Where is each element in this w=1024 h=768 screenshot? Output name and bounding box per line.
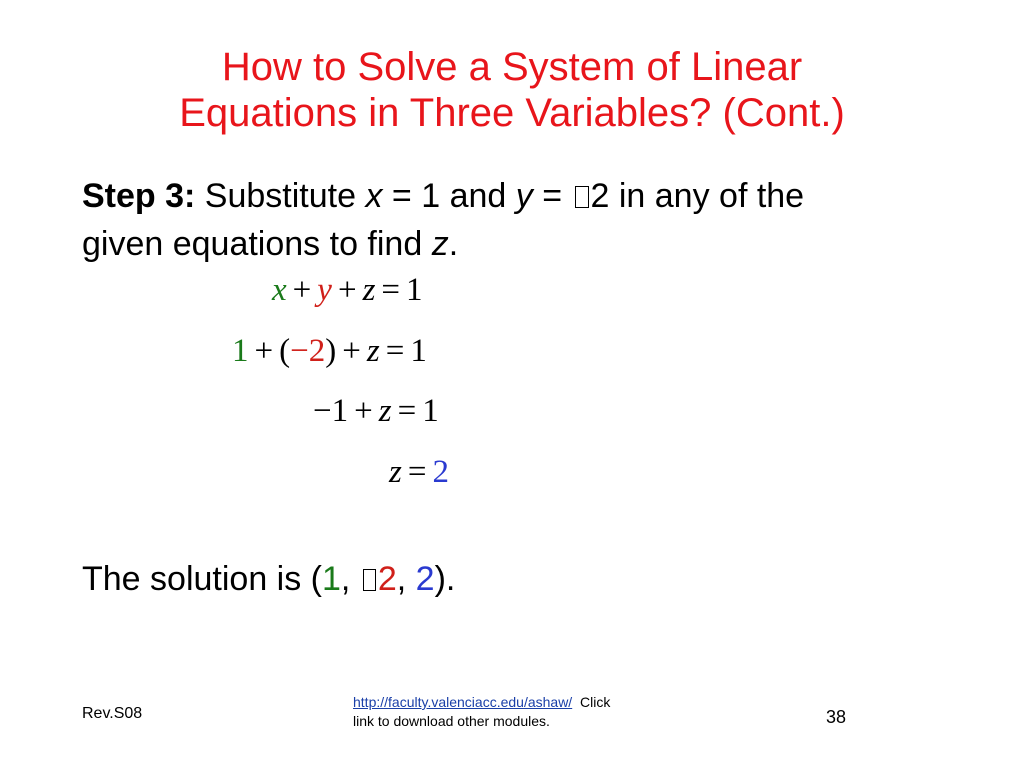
slide-title (112, 44, 912, 136)
solution-suffix: ). (434, 560, 456, 598)
eq4-rhs: 2 (432, 454, 449, 490)
eq1-plus-1: + (292, 272, 312, 308)
eq2-z: z (366, 333, 380, 369)
slide-title-line-1: How to Solve a System of Linear (221, 45, 803, 89)
footer-link-line-2: link to download other modules. (353, 713, 550, 729)
step-3-line-2 (82, 220, 962, 268)
step-text-substitute: Substitute (195, 177, 366, 215)
footer-link-note: Click (572, 694, 611, 710)
eq3-plus: + (354, 393, 373, 429)
eq4-equals: = (407, 454, 427, 490)
eq2-paren-open: ( (279, 333, 291, 369)
eq1-z: z (362, 272, 376, 308)
solution-separator-2: , (396, 560, 416, 598)
step-line2-prefix: given equations to find (82, 225, 432, 263)
step-text-equals: = (532, 177, 572, 215)
variable-y: y (515, 177, 533, 215)
variable-x: x (365, 177, 383, 215)
equation-4 (389, 454, 449, 491)
equation-1 (272, 272, 423, 309)
solution-statement (82, 560, 455, 599)
variable-z: z (431, 225, 449, 263)
eq3-neg-one: −1 (313, 393, 349, 429)
solution-prefix: The solution is ( (82, 560, 322, 598)
step-text-x-value: = 1 and (382, 177, 516, 215)
eq2-one: 1 (232, 333, 249, 369)
step-text-y-value: 2 in any of the (590, 177, 805, 215)
equation-3 (313, 393, 439, 430)
equation-2 (232, 333, 427, 370)
step-3-paragraph (82, 172, 962, 268)
step-line2-suffix: . (448, 225, 459, 263)
eq1-y: y (317, 272, 332, 308)
missing-glyph-box (575, 186, 589, 208)
eq1-x: x (272, 272, 287, 308)
eq1-plus-2: + (337, 272, 357, 308)
eq2-rhs: 1 (410, 333, 427, 369)
missing-glyph-box (363, 569, 376, 591)
eq2-neg-two: −2 (290, 333, 326, 369)
eq3-z: z (378, 393, 392, 429)
eq4-z: z (389, 454, 402, 490)
eq2-plus-1: + (254, 333, 274, 369)
eq2-plus-2: + (342, 333, 361, 369)
solution-x-value: 1 (322, 560, 341, 598)
solution-separator-1: , (340, 560, 360, 598)
eq3-equals: = (397, 393, 417, 429)
slide-title-line-2: Equations in Three Variables? (Cont.) (179, 91, 845, 135)
eq2-equals: = (385, 333, 405, 369)
eq2-paren-close: ) (325, 333, 337, 369)
step-3-line-1 (82, 172, 962, 220)
eq3-rhs: 1 (422, 393, 439, 429)
modules-link[interactable]: http://faculty.valenciacc.edu/ashaw/ (353, 694, 573, 710)
step-label: Step 3: (82, 177, 196, 215)
revision-label: Rev.S08 (82, 705, 143, 722)
solution-z-value: 2 (415, 560, 435, 598)
footer-link-block (353, 693, 683, 731)
solution-y-value: 2 (377, 560, 397, 598)
eq1-rhs: 1 (406, 272, 423, 308)
eq1-equals: = (381, 272, 401, 308)
page-number: 38 (826, 707, 847, 727)
